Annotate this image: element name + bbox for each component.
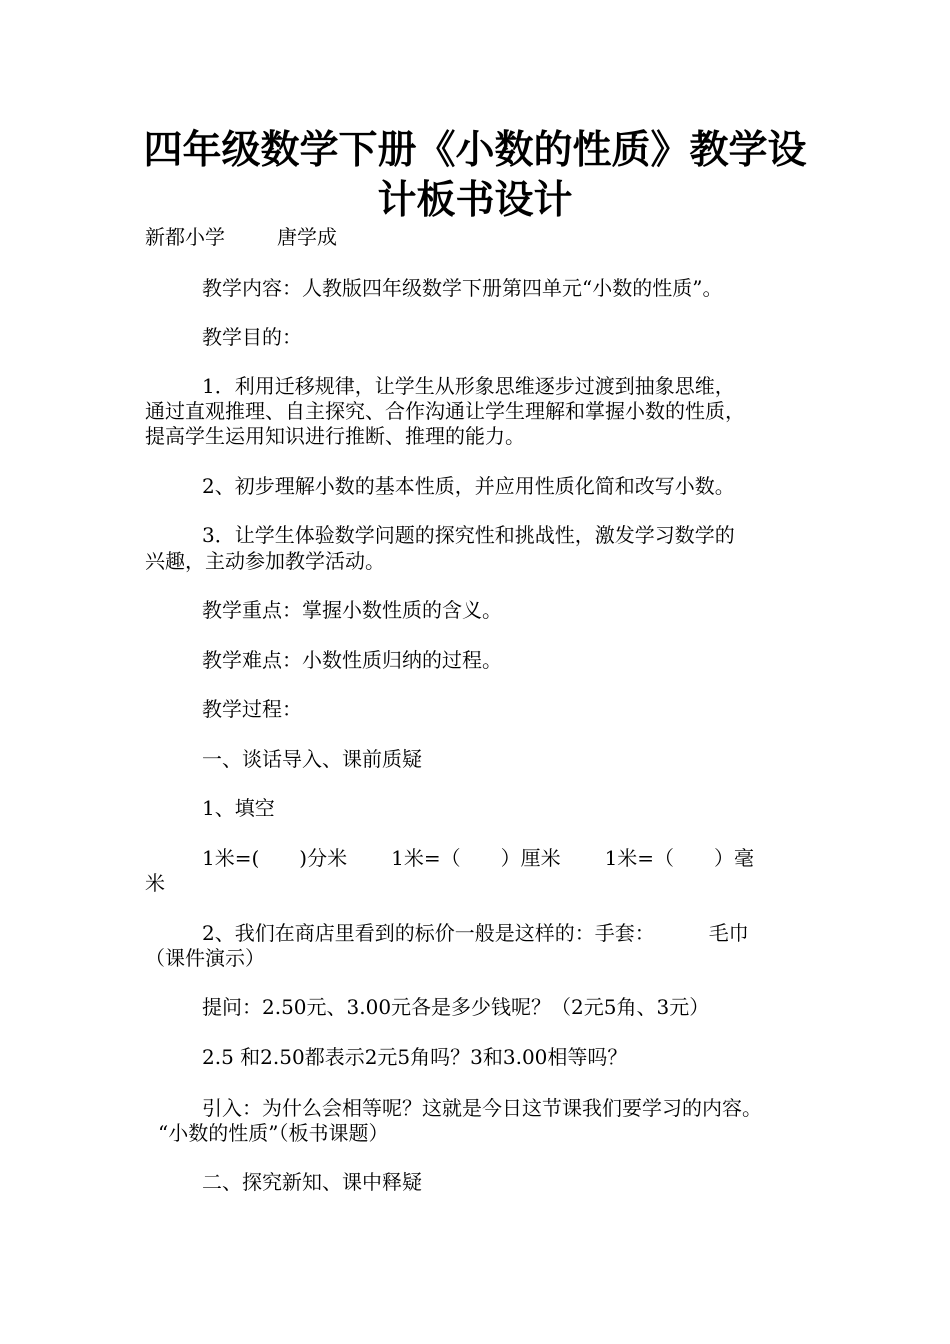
goal-1-line-1: 1．利用迁移规律，让学生从形象思维逐步过渡到抽象思维， [202, 374, 735, 398]
question-2: 2.5 和2.50都表示2元5角吗？3和3.00相等吗？ [202, 1045, 628, 1069]
author-school: 新都小学 [145, 225, 225, 249]
blank-c: 1米=（ ）毫 [604, 846, 755, 870]
blank-b: 1米=（ ）厘米 [391, 846, 561, 870]
towel-label: 毛巾 [708, 921, 749, 945]
price-line-2: （课件演示） [145, 946, 265, 970]
blank-a: 1米=( )分米 [202, 846, 348, 870]
process-heading: 教学过程： [202, 697, 302, 721]
intro-line-2: “小数的性质”（板书课题） [158, 1121, 389, 1145]
price-text: 2、我们在商店里看到的标价一般是这样的：手套： [202, 921, 655, 945]
blank-exercises [202, 845, 835, 871]
price-line-1 [202, 920, 835, 946]
author-name: 唐学成 [277, 225, 337, 249]
blank-c-continued: 米 [145, 871, 165, 895]
teaching-content: 教学内容：人教版四年级数学下册第四单元“小数的性质”。 [202, 276, 723, 300]
goal-1-line-2: 通过直观推理、自主探究、合作沟通让学生理解和掌握小数的性质， [145, 399, 745, 423]
section-1-heading: 一、谈话导入、课前质疑 [202, 747, 422, 771]
question-1: 提问：2.50元、3.00元各是多少钱呢？（2元5角、3元） [202, 995, 710, 1019]
goals-heading: 教学目的： [202, 325, 302, 349]
intro-line-1: 引入：为什么会相等呢？这就是今日这节课我们要学习的内容。 [202, 1096, 762, 1120]
key-point: 教学重点：掌握小数性质的含义。 [202, 598, 502, 622]
fill-blank-heading: 1、填空 [202, 796, 275, 820]
difficulty: 教学难点：小数性质归纳的过程。 [202, 648, 502, 672]
document-title-line-1: 四年级数学下册《小数的性质》教学设 [143, 128, 807, 173]
section-2-heading: 二、探究新知、课中释疑 [202, 1170, 422, 1194]
document-title-line-2: 计板书设计 [377, 178, 573, 223]
goal-1-line-3: 提高学生运用知识进行推断、推理的能力。 [145, 424, 525, 448]
goal-2: 2、初步理解小数的基本性质，并应用性质化简和改写小数。 [202, 474, 735, 498]
goal-3-line-2: 兴趣，主动参加教学活动。 [145, 549, 385, 573]
goal-3-line-1: 3．让学生体验数学问题的探究性和挑战性，激发学习数学的 [202, 523, 735, 547]
